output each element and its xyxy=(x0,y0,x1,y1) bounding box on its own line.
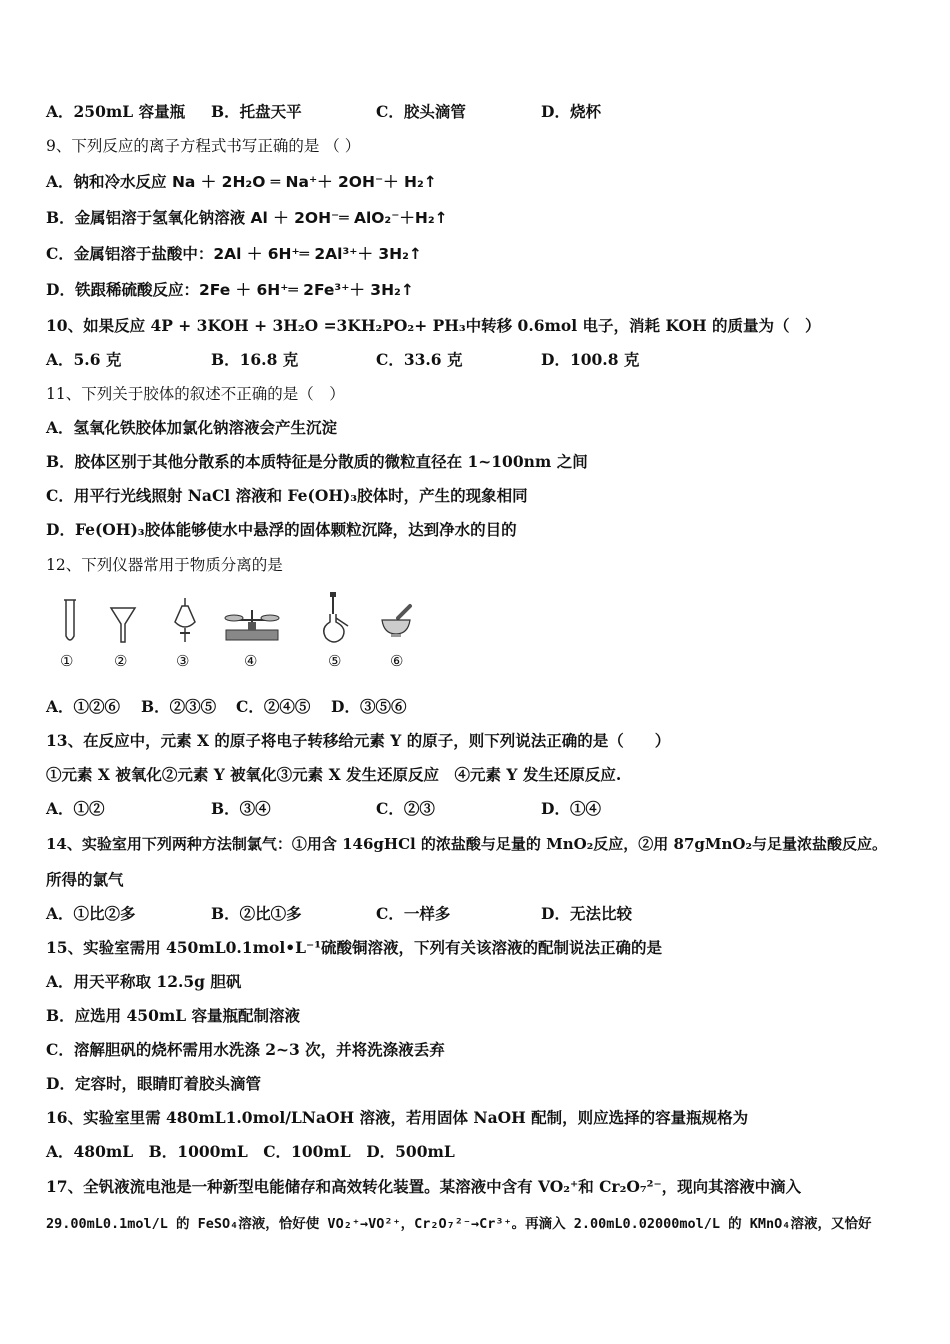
q8-options xyxy=(46,102,601,122)
q12-option-d: D．③⑤⑥ xyxy=(331,697,407,716)
distillation-flask-icon xyxy=(318,592,352,647)
balance-icon xyxy=(222,592,282,647)
q10-option-d: D．100.8 克 xyxy=(541,350,640,369)
q10-options xyxy=(46,350,639,370)
q8-option-d: D．烧杯 xyxy=(541,102,601,121)
q14-stem-cont: 所得的氯气 xyxy=(46,870,124,889)
q17-stem-cont: 29.00mL0.1mol/L 的 FeSO₄溶液，恰好使 VO₂⁺→VO²⁺，Cr₂O₇²⁻→Cr³⁺。再滴入 2.00mL0.02000mol/L 的 KMnO₄溶液，又恰好 xyxy=(46,1216,872,1232)
q9-a-equation: Na ＋ 2H₂O ═ Na⁺＋ 2OH⁻＋ H₂↑ xyxy=(171,173,437,191)
q14-option-c: C．一样多 xyxy=(376,904,451,923)
q14-options xyxy=(46,904,632,924)
q9-option-b xyxy=(46,208,448,228)
q9-option-a xyxy=(46,172,437,192)
apparatus-label-4: ④ xyxy=(244,652,258,670)
q9-d-equation: 2Fe ＋ 6H⁺═ 2Fe³⁺＋ 3H₂↑ xyxy=(198,281,414,299)
q14-option-b: B．②比①多 xyxy=(211,904,302,923)
q9-stem: 9、下列反应的离子方程式书写正确的是 （ ） xyxy=(46,137,361,155)
q13-statements: ①元素 X 被氧化②元素 Y 被氧化③元素 X 发生还原反应 ④元素 Y 发生还原反应. xyxy=(46,765,622,784)
q13-option-b: B．③④ xyxy=(211,799,271,818)
q17-stem: 17、全钒液流电池是一种新型电能储存和高效转化装置。某溶液中含有 VO₂⁺和 Cr₂O₇²⁻，现向其溶液中滴入 xyxy=(46,1177,802,1196)
q16-options: A．480mL B．1000mL C．100mL D．500mL xyxy=(46,1142,455,1161)
q9-option-d xyxy=(46,280,414,300)
q9-b-equation: Al ＋ 2OH⁻═ AlO₂⁻＋H₂↑ xyxy=(250,209,448,227)
q14-option-a: A．①比②多 xyxy=(46,904,136,923)
q13-option-c: C．②③ xyxy=(376,799,435,818)
q11-option-b: B．胶体区别于其他分散系的本质特征是分散质的微粒直径在 1~100nm 之间 xyxy=(46,452,588,471)
q14-stem: 14、实验室用下列两种方法制氯气：①用含 146gHCl 的浓盐酸与足量的 MnO₂反应，②用 87gMnO₂与足量浓盐酸反应。 xyxy=(46,835,888,853)
q9-c-equation: 2Al ＋ 6H⁺═ 2Al³⁺＋ 3H₂↑ xyxy=(213,245,422,263)
q15-option-d: D．定容时，眼睛盯着胶头滴管 xyxy=(46,1074,261,1093)
q10-stem: 10、如果反应 4P + 3KOH + 3H₂O =3KH₂PO₂+ PH₃中转移 0.6mol 电子，消耗 KOH 的质量为（ ） xyxy=(46,316,821,335)
q13-option-d: D．①④ xyxy=(541,799,601,818)
funnel-icon xyxy=(108,592,138,647)
q11-stem: 11、下列关于胶体的叙述不正确的是（ ） xyxy=(46,385,345,403)
q8-option-b: B．托盘天平 xyxy=(211,102,302,121)
q15-option-c: C．溶解胆矾的烧杯需用水洗涤 2~3 次，并将洗涤液丢弃 xyxy=(46,1040,445,1059)
q8-option-a: A．250mL 容量瓶 xyxy=(46,102,186,121)
q13-stem: 13、在反应中，元素 X 的原子将电子转移给元素 Y 的原子，则下列说法正确的是（ ） xyxy=(46,731,671,750)
q10-option-a: A．5.6 克 xyxy=(46,350,122,369)
apparatus-label-1: ① xyxy=(60,652,74,670)
q12-stem: 12、下列仪器常用于物质分离的是 xyxy=(46,556,283,574)
q15-option-b: B．应选用 450mL 容量瓶配制溶液 xyxy=(46,1006,301,1025)
q15-stem: 15、实验室需用 450mL0.1mol•L⁻¹硫酸铜溶液，下列有关该溶液的配制说法正确的是 xyxy=(46,938,662,957)
q13-option-a: A．①② xyxy=(46,799,105,818)
q10-option-b: B．16.8 克 xyxy=(211,350,299,369)
q12-option-c: C．②④⑤ xyxy=(236,697,311,716)
q12-option-a: A．①②⑥ xyxy=(46,697,121,716)
q9-b-text: B．金属铝溶于氢氧化钠溶液 xyxy=(46,208,251,227)
q13-options xyxy=(46,799,601,819)
apparatus-label-2: ② xyxy=(114,652,128,670)
q9-c-text: C．金属铝溶于盐酸中： xyxy=(46,244,214,263)
q11-option-c: C．用平行光线照射 NaCl 溶液和 Fe(OH)₃胶体时，产生的现象相同 xyxy=(46,486,528,505)
apparatus-label-5: ⑤ xyxy=(328,652,342,670)
test-tube-icon xyxy=(60,592,80,647)
q10-option-c: C．33.6 克 xyxy=(376,350,463,369)
q9-a-text: A．钠和冷水反应 xyxy=(46,172,172,191)
q15-option-a: A．用天平称取 12.5g 胆矾 xyxy=(46,972,242,991)
q11-option-a: A．氢氧化铁胶体加氯化钠溶液会产生沉淀 xyxy=(46,418,338,437)
q16-stem: 16、实验室里需 480mL1.0mol/LNaOH 溶液，若用固体 NaOH 配制，则应选择的容量瓶规格为 xyxy=(46,1108,749,1127)
q14-option-d: D．无法比较 xyxy=(541,904,632,923)
q9-d-text: D．铁跟稀硫酸反应： xyxy=(46,280,199,299)
q12-options xyxy=(46,697,406,717)
apparatus-label-3: ③ xyxy=(176,652,190,670)
q9-option-c xyxy=(46,244,422,264)
q12-option-b: B．②③⑤ xyxy=(141,697,217,716)
apparatus-label-6: ⑥ xyxy=(390,652,404,670)
apparatus-figure xyxy=(50,592,430,674)
q11-option-d: D．Fe(OH)₃胶体能够使水中悬浮的固体颗粒沉降，达到净水的目的 xyxy=(46,520,517,539)
mortar-pestle-icon xyxy=(378,592,414,647)
q8-option-c: C．胶头滴管 xyxy=(376,102,466,121)
separatory-funnel-icon xyxy=(170,592,200,647)
